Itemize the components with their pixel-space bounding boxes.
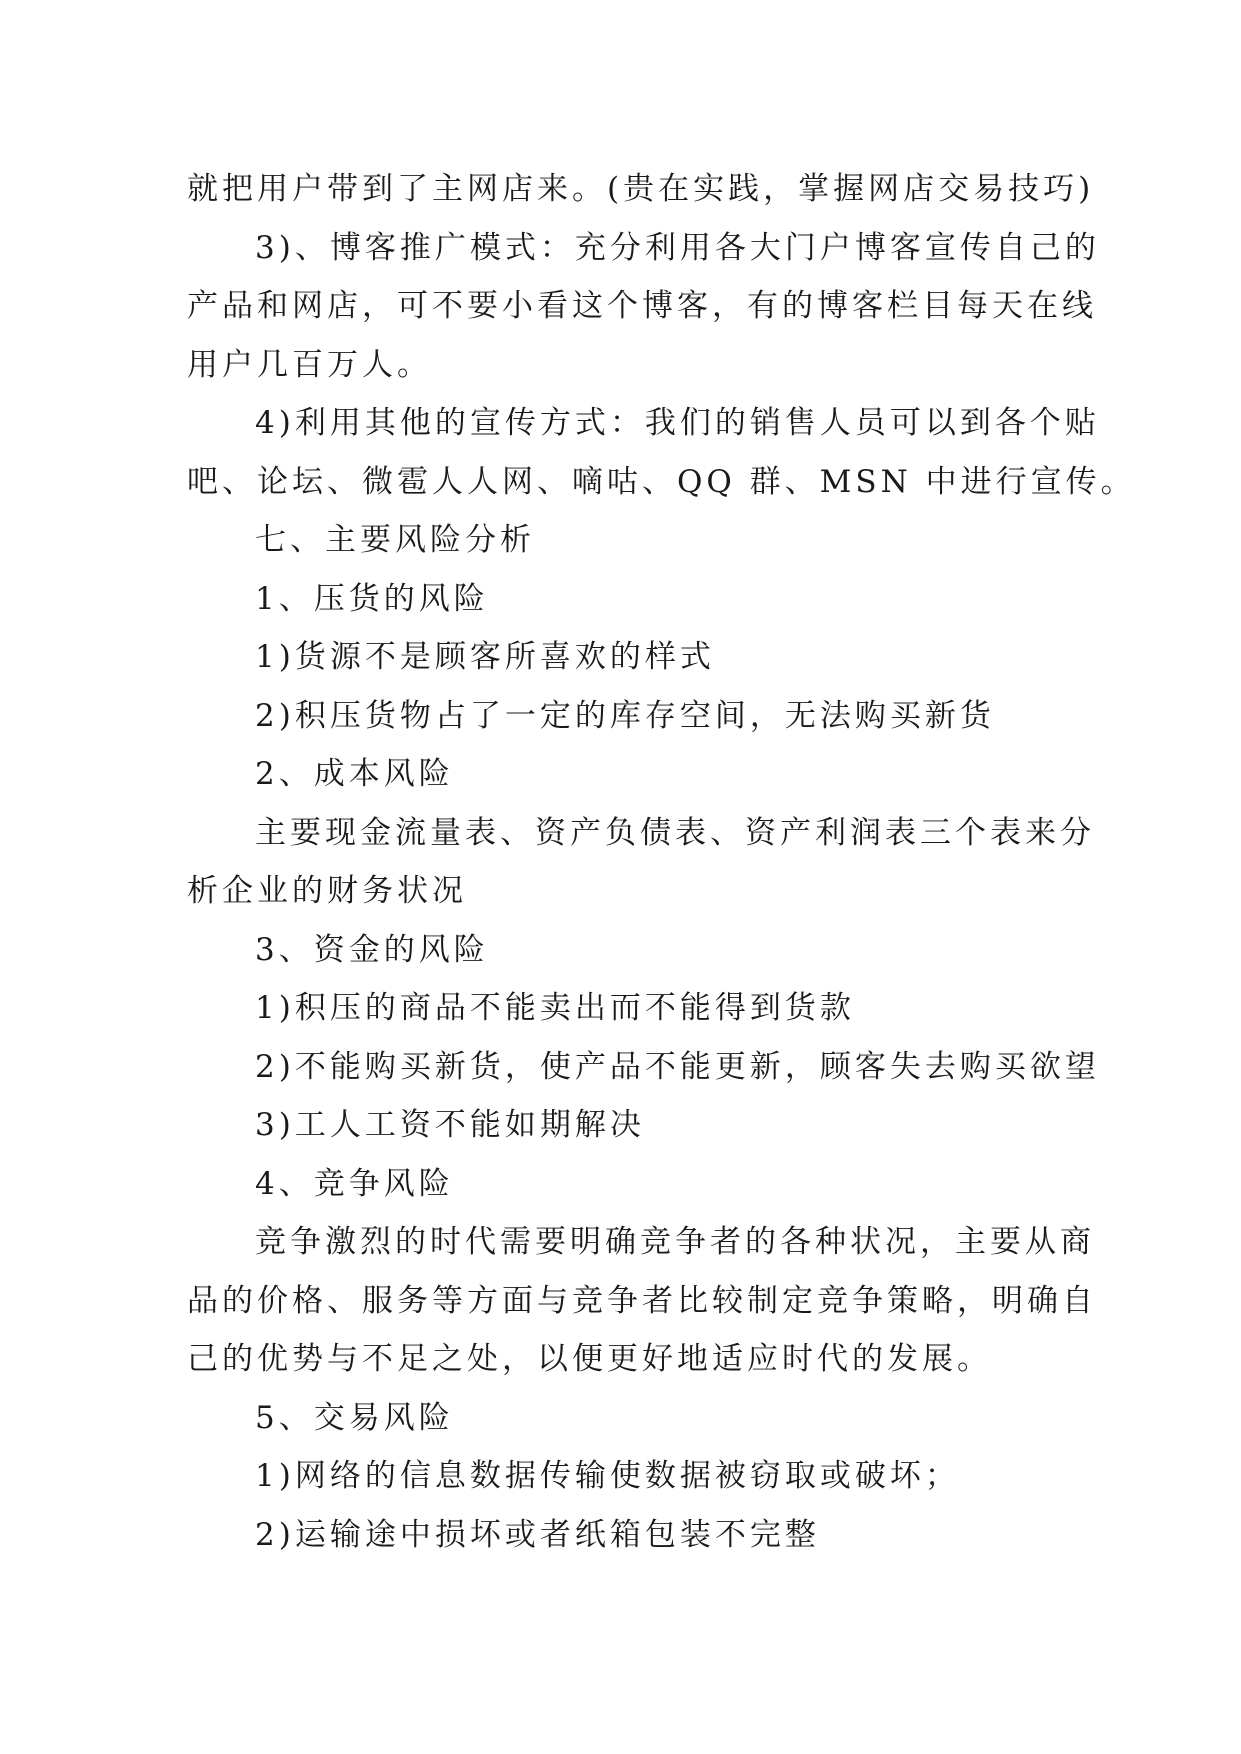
subheading-competition-risk: 4、竞争风险 [255, 1165, 454, 1202]
text-line: 析企业的财务状况 [187, 873, 467, 909]
text-line: 竞争激烈的时代需要明确竞争者的各种状况，主要从商 [255, 1224, 1095, 1260]
list-item: 1)积压的商品不能卖出而不能得到货款 [255, 990, 855, 1026]
list-item: 1)网络的信息数据传输使数据被窃取或破坏； [255, 1458, 960, 1494]
subheading-capital-risk: 3、资金的风险 [255, 931, 489, 968]
list-item: 3)工人工资不能如期解决 [255, 1107, 645, 1143]
text-line: 品的价格、服务等方面与竞争者比较制定竞争策略，明确自 [187, 1282, 1097, 1319]
text-line: 产品和网店，可不要小看这个博客，有的博客栏目每天在线 [187, 288, 1097, 324]
document-body [187, 160, 1136, 1564]
list-item: 1)货源不是顾客所喜欢的样式 [255, 639, 715, 675]
text-line: 己的优势与不足之处，以便更好地适应时代的发展。 [187, 1341, 992, 1377]
text-line-other-promotion: 4)利用其他的宣传方式：我们的销售人员可以到各个贴 [255, 405, 1100, 441]
text-line: 吧、论坛、微雹人人网、嘀咕、QQ 群、MSN 中进行宣传。 [187, 463, 1136, 500]
subheading-cost-risk: 2、成本风险 [255, 756, 454, 792]
text-line: 用户几百万人。 [187, 346, 432, 383]
list-item: 2)不能购买新货，使产品不能更新，顾客失去购买欲望 [255, 1048, 1100, 1085]
text-line: 主要现金流量表、资产负债表、资产利润表三个表来分 [255, 814, 1095, 851]
list-item: 2)运输途中损坏或者纸箱包装不完整 [255, 1516, 820, 1553]
subheading-transaction-risk: 5、交易风险 [255, 1399, 454, 1436]
list-item: 2)积压货物占了一定的库存空间，无法购买新货 [255, 697, 995, 734]
subheading-inventory-risk: 1、压货的风险 [255, 580, 489, 617]
text-line-continuation: 就把用户带到了主网店来。(贵在实践，掌握网店交易技巧) [187, 171, 1095, 207]
text-line-blog-promotion: 3)、博客推广模式：充分利用各大门户博客宣传自己的 [255, 229, 1100, 266]
section-heading-risk-analysis: 七、主要风险分析 [255, 522, 535, 558]
